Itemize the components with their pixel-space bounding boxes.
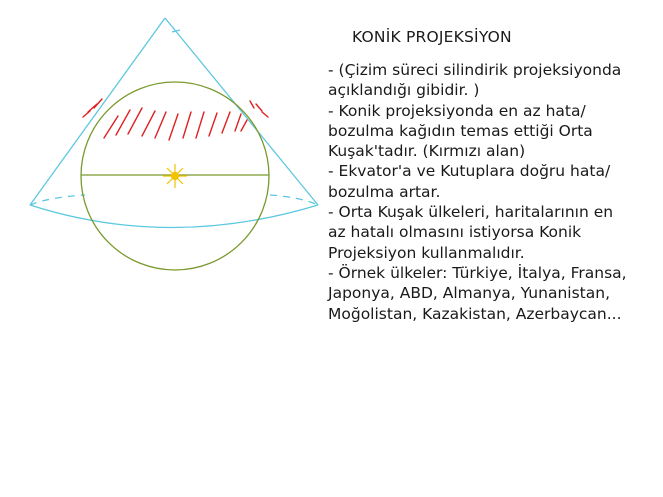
cone-left-edge <box>30 18 165 205</box>
text-line: Japonya, ABD, Almanya, Yunanistan, <box>328 284 610 303</box>
text-line: bozulma kağıdın temas ettiği Orta <box>328 121 593 140</box>
min-distortion-hatching <box>83 99 268 140</box>
explanation-text <box>328 60 658 324</box>
cone-base-front <box>30 205 318 228</box>
text-line: - Konik projeksiyonda en az hata/ <box>328 101 586 120</box>
text-line: Projeksiyon kullanmalıdır. <box>328 243 525 262</box>
text-line: az hatalı olmasını istiyorsa Konik <box>328 223 582 242</box>
page-title: KONİK PROJEKSİYON <box>352 28 512 46</box>
text-line: açıklandığı gibidir. ) <box>328 81 480 100</box>
text-line: bozulma artar. <box>328 182 441 201</box>
cone <box>30 18 318 228</box>
text-line: Moğolistan, Kazakistan, Azerbaycan... <box>328 304 622 323</box>
text-line: - Örnek ülkeler: Türkiye, İtalya, Fransa, <box>328 263 627 282</box>
text-line: - (Çizim süreci silindirik projeksiyonda <box>328 61 622 79</box>
cone-right-edge <box>165 18 318 205</box>
text-line: - Ekvator'a ve Kutuplara doğru hata/ <box>328 162 611 181</box>
light-source-icon <box>163 164 187 188</box>
text-line: - Orta Kuşak ülkeleri, haritalarının en <box>328 203 614 222</box>
text-line: Kuşak'tadır. (Kırmızı alan) <box>328 142 526 161</box>
cone-base-back <box>30 195 85 205</box>
